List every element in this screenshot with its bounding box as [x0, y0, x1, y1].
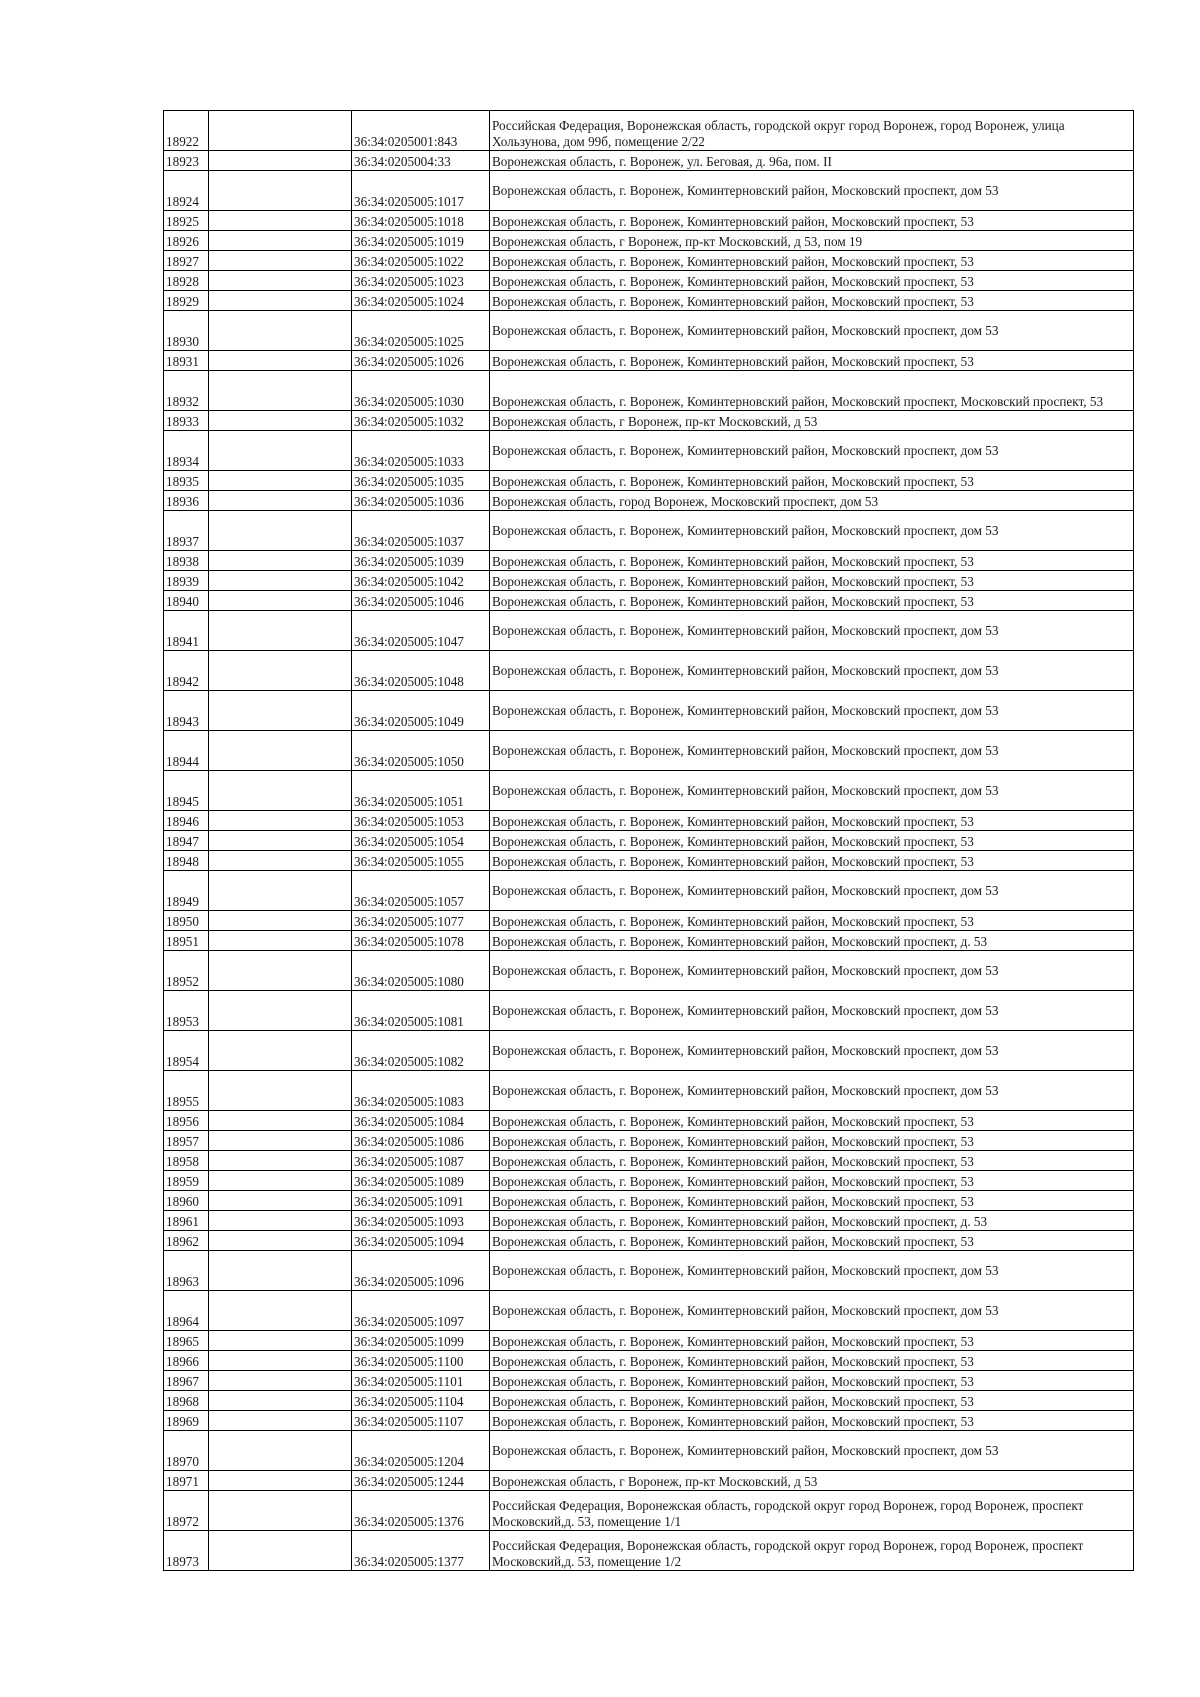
address-cell: Воронежская область, г. Воронеж, Коминтерновский район, Московский проспект, 53: [490, 271, 1134, 291]
row-number-cell: 18943: [164, 691, 209, 731]
empty-cell: [209, 871, 352, 911]
address-cell: Воронежская область, г. Воронеж, Коминтерновский район, Московский проспект, дом 53: [490, 171, 1134, 211]
address-cell: Воронежская область, г. Воронеж, Коминтерновский район, Московский проспект, 53: [490, 1411, 1134, 1431]
cadastral-number-cell: 36:34:0205005:1094: [352, 1231, 490, 1251]
address-cell: Воронежская область, г. Воронеж, Коминтерновский район, Московский проспект, дом 53: [490, 431, 1134, 471]
empty-cell: [209, 1171, 352, 1191]
table-row: [164, 771, 1134, 811]
row-number-cell: 18952: [164, 951, 209, 991]
table-row: [164, 111, 1134, 151]
address-cell: Воронежская область, г. Воронеж, Коминтерновский район, Московский проспект, 53: [490, 571, 1134, 591]
empty-cell: [209, 1531, 352, 1571]
row-number-cell: 18971: [164, 1471, 209, 1491]
cadastral-number-cell: 36:34:0205005:1097: [352, 1291, 490, 1331]
address-cell: Воронежская область, г. Воронеж, Коминтерновский район, Московский проспект, дом 53: [490, 731, 1134, 771]
cadastral-number-cell: 36:34:0205005:1091: [352, 1191, 490, 1211]
address-cell: Воронежская область, г. Воронеж, Коминтерновский район, Московский проспект, 53: [490, 251, 1134, 271]
row-number-cell: 18947: [164, 831, 209, 851]
address-cell: Воронежская область, г. Воронеж, Коминтерновский район, Московский проспект, дом 53: [490, 1031, 1134, 1071]
empty-cell: [209, 731, 352, 771]
row-number-cell: 18948: [164, 851, 209, 871]
cadastral-number-cell: 36:34:0205005:1050: [352, 731, 490, 771]
address-cell: Воронежская область, г. Воронеж, Коминтерновский район, Московский проспект, 53: [490, 351, 1134, 371]
address-cell: Воронежская область, г. Воронеж, Коминтерновский район, Московский проспект, 53: [490, 831, 1134, 851]
row-number-cell: 18927: [164, 251, 209, 271]
cadastral-number-cell: 36:34:0205005:1244: [352, 1471, 490, 1491]
address-cell: Воронежская область, г. Воронеж, Коминтерновский район, Московский проспект, дом 53: [490, 1431, 1134, 1471]
table-row: [164, 1151, 1134, 1171]
cadastral-number-cell: 36:34:0205005:1057: [352, 871, 490, 911]
address-cell: Воронежская область, г. Воронеж, Коминтерновский район, Московский проспект, 53: [490, 1331, 1134, 1351]
cadastral-number-cell: 36:34:0205005:1033: [352, 431, 490, 471]
table-row: [164, 611, 1134, 651]
address-cell: Воронежская область, г. Воронеж, Коминтерновский район, Московский проспект, дом 53: [490, 691, 1134, 731]
table-row: [164, 1031, 1134, 1071]
cadastral-number-cell: 36:34:0205005:1053: [352, 811, 490, 831]
cadastral-number-cell: 36:34:0205004:33: [352, 151, 490, 171]
cadastral-number-cell: 36:34:0205005:1204: [352, 1431, 490, 1471]
empty-cell: [209, 931, 352, 951]
empty-cell: [209, 111, 352, 151]
address-cell: Воронежская область, г. Воронеж, Коминтерновский район, Московский проспект, дом 53: [490, 771, 1134, 811]
empty-cell: [209, 611, 352, 651]
row-number-cell: 18957: [164, 1131, 209, 1151]
table-row: [164, 1391, 1134, 1411]
cadastral-number-cell: 36:34:0205005:1078: [352, 931, 490, 951]
row-number-cell: 18944: [164, 731, 209, 771]
table-row: [164, 211, 1134, 231]
cadastral-number-cell: 36:34:0205005:1035: [352, 471, 490, 491]
table-row: [164, 1371, 1134, 1391]
row-number-cell: 18925: [164, 211, 209, 231]
empty-cell: [209, 551, 352, 571]
address-cell: Воронежская область, г. Воронеж, Коминтерновский район, Московский проспект, дом 53: [490, 871, 1134, 911]
cadastral-number-cell: 36:34:0205005:1099: [352, 1331, 490, 1351]
address-cell: Воронежская область, г. Воронеж, Коминтерновский район, Московский проспект, дом 53: [490, 511, 1134, 551]
table-body: [164, 111, 1134, 1571]
table-row: [164, 851, 1134, 871]
table-row: [164, 591, 1134, 611]
cadastral-number-cell: 36:34:0205005:1377: [352, 1531, 490, 1571]
address-cell: Воронежская область, г. Воронеж, Коминтерновский район, Московский проспект, дом 53: [490, 611, 1134, 651]
table-row: [164, 1231, 1134, 1251]
table-row: [164, 1291, 1134, 1331]
cadastral-number-cell: 36:34:0205005:1093: [352, 1211, 490, 1231]
row-number-cell: 18934: [164, 431, 209, 471]
row-number-cell: 18940: [164, 591, 209, 611]
cadastral-number-cell: 36:34:0205005:1042: [352, 571, 490, 591]
row-number-cell: 18937: [164, 511, 209, 551]
table-row: [164, 1411, 1134, 1431]
table-row: [164, 1351, 1134, 1371]
address-cell: Воронежская область, г. Воронеж, Коминтерновский район, Московский проспект, 53: [490, 1231, 1134, 1251]
empty-cell: [209, 1351, 352, 1371]
address-cell: Воронежская область, г. Воронеж, Коминтерновский район, Московский проспект, 53: [490, 1111, 1134, 1131]
row-number-cell: 18931: [164, 351, 209, 371]
row-number-cell: 18926: [164, 231, 209, 251]
row-number-cell: 18942: [164, 651, 209, 691]
table-row: [164, 811, 1134, 831]
empty-cell: [209, 431, 352, 471]
empty-cell: [209, 1071, 352, 1111]
empty-cell: [209, 1491, 352, 1531]
table-row: [164, 151, 1134, 171]
empty-cell: [209, 1231, 352, 1251]
empty-cell: [209, 311, 352, 351]
address-cell: Воронежская область, г. Воронеж, ул. Беговая, д. 96а, пом. II: [490, 151, 1134, 171]
table-row: [164, 1431, 1134, 1471]
address-cell: Воронежская область, г. Воронеж, Коминтерновский район, Московский проспект, 53: [490, 1371, 1134, 1391]
empty-cell: [209, 271, 352, 291]
row-number-cell: 18970: [164, 1431, 209, 1471]
empty-cell: [209, 1331, 352, 1351]
empty-cell: [209, 491, 352, 511]
empty-cell: [209, 1131, 352, 1151]
address-cell: Воронежская область, г. Воронеж, Коминтерновский район, Московский проспект, 53: [490, 1151, 1134, 1171]
row-number-cell: 18938: [164, 551, 209, 571]
table-row: [164, 1171, 1134, 1191]
address-cell: Воронежская область, г Воронеж, пр-кт Московский, д 53, пом 19: [490, 231, 1134, 251]
empty-cell: [209, 1211, 352, 1231]
empty-cell: [209, 571, 352, 591]
table-row: [164, 351, 1134, 371]
row-number-cell: 18954: [164, 1031, 209, 1071]
row-number-cell: 18928: [164, 271, 209, 291]
empty-cell: [209, 1431, 352, 1471]
empty-cell: [209, 1151, 352, 1171]
table-row: [164, 271, 1134, 291]
address-cell: Воронежская область, г Воронеж, пр-кт Московский, д 53: [490, 411, 1134, 431]
row-number-cell: 18924: [164, 171, 209, 211]
table-row: [164, 511, 1134, 551]
table-row: [164, 571, 1134, 591]
empty-cell: [209, 691, 352, 731]
address-cell: Российская Федерация, Воронежская область, городской округ город Воронеж, город Воронеж, проспект Московский,д. 53, помещение 1/2: [490, 1531, 1134, 1571]
row-number-cell: 18962: [164, 1231, 209, 1251]
address-cell: Воронежская область, г. Воронеж, Коминтерновский район, Московский проспект, дом 53: [490, 951, 1134, 991]
address-cell: Воронежская область, г. Воронеж, Коминтерновский район, Московский проспект, 53: [490, 211, 1134, 231]
empty-cell: [209, 251, 352, 271]
empty-cell: [209, 291, 352, 311]
address-cell: Воронежская область, г. Воронеж, Коминтерновский район, Московский проспект, 53: [490, 551, 1134, 571]
row-number-cell: 18968: [164, 1391, 209, 1411]
cadastral-number-cell: 36:34:0205005:1051: [352, 771, 490, 811]
table-row: [164, 1251, 1134, 1291]
address-cell: Воронежская область, г. Воронеж, Коминтерновский район, Московский проспект, 53: [490, 1391, 1134, 1411]
table-row: [164, 871, 1134, 911]
empty-cell: [209, 1471, 352, 1491]
row-number-cell: 18951: [164, 931, 209, 951]
empty-cell: [209, 851, 352, 871]
cadastral-number-cell: 36:34:0205005:1030: [352, 371, 490, 411]
cadastral-number-cell: 36:34:0205005:1084: [352, 1111, 490, 1131]
cadastral-number-cell: 36:34:0205005:1081: [352, 991, 490, 1031]
empty-cell: [209, 911, 352, 931]
table-row: [164, 951, 1134, 991]
table-row: [164, 1071, 1134, 1111]
cadastral-number-cell: 36:34:0205005:1054: [352, 831, 490, 851]
address-cell: Воронежская область, г. Воронеж, Коминтерновский район, Московский проспект, 53: [490, 471, 1134, 491]
cadastral-number-cell: 36:34:0205005:1022: [352, 251, 490, 271]
empty-cell: [209, 211, 352, 231]
empty-cell: [209, 151, 352, 171]
row-number-cell: 18923: [164, 151, 209, 171]
address-cell: Воронежская область, г. Воронеж, Коминтерновский район, Московский проспект, дом 53: [490, 991, 1134, 1031]
table-row: [164, 471, 1134, 491]
table-row: [164, 371, 1134, 411]
address-cell: Воронежская область, г. Воронеж, Коминтерновский район, Московский проспект, 53: [490, 1171, 1134, 1191]
empty-cell: [209, 471, 352, 491]
row-number-cell: 18965: [164, 1331, 209, 1351]
empty-cell: [209, 1031, 352, 1071]
empty-cell: [209, 1111, 352, 1131]
table-row: [164, 1211, 1134, 1231]
address-cell: Воронежская область, г. Воронеж, Коминтерновский район, Московский проспект, дом 53: [490, 1251, 1134, 1291]
empty-cell: [209, 351, 352, 371]
table-row: [164, 831, 1134, 851]
table-row: [164, 1331, 1134, 1351]
row-number-cell: 18953: [164, 991, 209, 1031]
address-cell: Воронежская область, г. Воронеж, Коминтерновский район, Московский проспект, 53: [490, 911, 1134, 931]
table-row: [164, 651, 1134, 691]
empty-cell: [209, 1291, 352, 1331]
row-number-cell: 18941: [164, 611, 209, 651]
row-number-cell: 18963: [164, 1251, 209, 1291]
table-row: [164, 1491, 1134, 1531]
table-row: [164, 731, 1134, 771]
address-cell: Воронежская область, г. Воронеж, Коминтерновский район, Московский проспект, дом 53: [490, 1071, 1134, 1111]
cadastral-number-cell: 36:34:0205005:1026: [352, 351, 490, 371]
empty-cell: [209, 1371, 352, 1391]
cadastral-number-cell: 36:34:0205005:1089: [352, 1171, 490, 1191]
cadastral-number-cell: 36:34:0205001:843: [352, 111, 490, 151]
empty-cell: [209, 1411, 352, 1431]
address-cell: Воронежская область, г. Воронеж, Коминтерновский район, Московский проспект, 53: [490, 591, 1134, 611]
cadastral-number-cell: 36:34:0205005:1101: [352, 1371, 490, 1391]
cadastral-number-cell: 36:34:0205005:1055: [352, 851, 490, 871]
row-number-cell: 18930: [164, 311, 209, 351]
cadastral-number-cell: 36:34:0205005:1019: [352, 231, 490, 251]
cadastral-number-cell: 36:34:0205005:1104: [352, 1391, 490, 1411]
empty-cell: [209, 951, 352, 991]
table-row: [164, 1191, 1134, 1211]
row-number-cell: 18964: [164, 1291, 209, 1331]
row-number-cell: 18946: [164, 811, 209, 831]
address-cell: Воронежская область, г. Воронеж, Коминтерновский район, Московский проспект, 53: [490, 1191, 1134, 1211]
row-number-cell: 18960: [164, 1191, 209, 1211]
table-row: [164, 691, 1134, 731]
address-cell: Воронежская область, г. Воронеж, Коминтерновский район, Московский проспект, дом 53: [490, 1291, 1134, 1331]
cadastral-number-cell: 36:34:0205005:1046: [352, 591, 490, 611]
row-number-cell: 18969: [164, 1411, 209, 1431]
cadastral-number-cell: 36:34:0205005:1018: [352, 211, 490, 231]
cadastral-number-cell: 36:34:0205005:1023: [352, 271, 490, 291]
empty-cell: [209, 171, 352, 211]
empty-cell: [209, 1191, 352, 1211]
empty-cell: [209, 411, 352, 431]
address-cell: Воронежская область, г. Воронеж, Коминтерновский район, Московский проспект, д. 53: [490, 1211, 1134, 1231]
table-row: [164, 911, 1134, 931]
row-number-cell: 18959: [164, 1171, 209, 1191]
address-cell: Воронежская область, г. Воронеж, Коминтерновский район, Московский проспект, дом 53: [490, 651, 1134, 691]
table-row: [164, 551, 1134, 571]
row-number-cell: 18933: [164, 411, 209, 431]
address-cell: Воронежская область, г. Воронеж, Коминтерновский район, Московский проспект, 53: [490, 811, 1134, 831]
address-cell: Воронежская область, г. Воронеж, Коминтерновский район, Московский проспект, 53: [490, 1131, 1134, 1151]
row-number-cell: 18936: [164, 491, 209, 511]
empty-cell: [209, 371, 352, 411]
empty-cell: [209, 231, 352, 251]
address-cell: Воронежская область, г. Воронеж, Коминтерновский район, Московский проспект, 53: [490, 851, 1134, 871]
address-cell: Воронежская область, г Воронеж, пр-кт Московский, д 53: [490, 1471, 1134, 1491]
row-number-cell: 18922: [164, 111, 209, 151]
cadastral-number-cell: 36:34:0205005:1096: [352, 1251, 490, 1291]
empty-cell: [209, 991, 352, 1031]
row-number-cell: 18950: [164, 911, 209, 931]
address-cell: Российская Федерация, Воронежская область, городской округ город Воронеж, город Воронеж, проспект Московский,д. 53, помещение 1/1: [490, 1491, 1134, 1531]
table-row: [164, 251, 1134, 271]
empty-cell: [209, 511, 352, 551]
address-cell: Воронежская область, г. Воронеж, Коминтерновский район, Московский проспект, дом 53: [490, 311, 1134, 351]
table-row: [164, 1531, 1134, 1571]
cadastral-number-cell: 36:34:0205005:1082: [352, 1031, 490, 1071]
cadastral-number-cell: 36:34:0205005:1017: [352, 171, 490, 211]
table-row: [164, 1131, 1134, 1151]
row-number-cell: 18939: [164, 571, 209, 591]
cadastral-number-cell: 36:34:0205005:1077: [352, 911, 490, 931]
cadastral-number-cell: 36:34:0205005:1087: [352, 1151, 490, 1171]
table-row: [164, 311, 1134, 351]
row-number-cell: 18958: [164, 1151, 209, 1171]
table-row: [164, 1471, 1134, 1491]
empty-cell: [209, 591, 352, 611]
row-number-cell: 18955: [164, 1071, 209, 1111]
row-number-cell: 18932: [164, 371, 209, 411]
empty-cell: [209, 1251, 352, 1291]
cadastral-number-cell: 36:34:0205005:1049: [352, 691, 490, 731]
cadastral-number-cell: 36:34:0205005:1376: [352, 1491, 490, 1531]
table-row: [164, 171, 1134, 211]
document-page: [163, 110, 1133, 1571]
row-number-cell: 18929: [164, 291, 209, 311]
table-row: [164, 931, 1134, 951]
cadastral-number-cell: 36:34:0205005:1039: [352, 551, 490, 571]
row-number-cell: 18972: [164, 1491, 209, 1531]
cadastral-number-cell: 36:34:0205005:1100: [352, 1351, 490, 1371]
cadastral-table: [163, 110, 1134, 1571]
row-number-cell: 18935: [164, 471, 209, 491]
row-number-cell: 18961: [164, 1211, 209, 1231]
table-row: [164, 411, 1134, 431]
cadastral-number-cell: 36:34:0205005:1047: [352, 611, 490, 651]
cadastral-number-cell: 36:34:0205005:1025: [352, 311, 490, 351]
address-cell: Воронежская область, г. Воронеж, Коминтерновский район, Московский проспект, 53: [490, 291, 1134, 311]
cadastral-number-cell: 36:34:0205005:1080: [352, 951, 490, 991]
row-number-cell: 18956: [164, 1111, 209, 1131]
address-cell: Воронежская область, г. Воронеж, Коминтерновский район, Московский проспект, Московский проспект, 53: [490, 371, 1134, 411]
cadastral-number-cell: 36:34:0205005:1086: [352, 1131, 490, 1151]
row-number-cell: 18949: [164, 871, 209, 911]
table-row: [164, 431, 1134, 471]
empty-cell: [209, 771, 352, 811]
empty-cell: [209, 651, 352, 691]
cadastral-number-cell: 36:34:0205005:1107: [352, 1411, 490, 1431]
cadastral-number-cell: 36:34:0205005:1024: [352, 291, 490, 311]
address-cell: Воронежская область, г. Воронеж, Коминтерновский район, Московский проспект, д. 53: [490, 931, 1134, 951]
table-row: [164, 491, 1134, 511]
table-row: [164, 1111, 1134, 1131]
cadastral-number-cell: 36:34:0205005:1083: [352, 1071, 490, 1111]
address-cell: Российская Федерация, Воронежская область, городской округ город Воронеж, город Воронеж, улица Хользунова, дом 99б, помещение 2/22: [490, 111, 1134, 151]
table-row: [164, 991, 1134, 1031]
empty-cell: [209, 1391, 352, 1411]
cadastral-number-cell: 36:34:0205005:1036: [352, 491, 490, 511]
cadastral-number-cell: 36:34:0205005:1032: [352, 411, 490, 431]
cadastral-number-cell: 36:34:0205005:1037: [352, 511, 490, 551]
cadastral-number-cell: 36:34:0205005:1048: [352, 651, 490, 691]
empty-cell: [209, 811, 352, 831]
address-cell: Воронежская область, город Воронеж, Московский проспект, дом 53: [490, 491, 1134, 511]
table-row: [164, 231, 1134, 251]
empty-cell: [209, 831, 352, 851]
row-number-cell: 18967: [164, 1371, 209, 1391]
row-number-cell: 18945: [164, 771, 209, 811]
row-number-cell: 18966: [164, 1351, 209, 1371]
address-cell: Воронежская область, г. Воронеж, Коминтерновский район, Московский проспект, 53: [490, 1351, 1134, 1371]
row-number-cell: 18973: [164, 1531, 209, 1571]
table-row: [164, 291, 1134, 311]
